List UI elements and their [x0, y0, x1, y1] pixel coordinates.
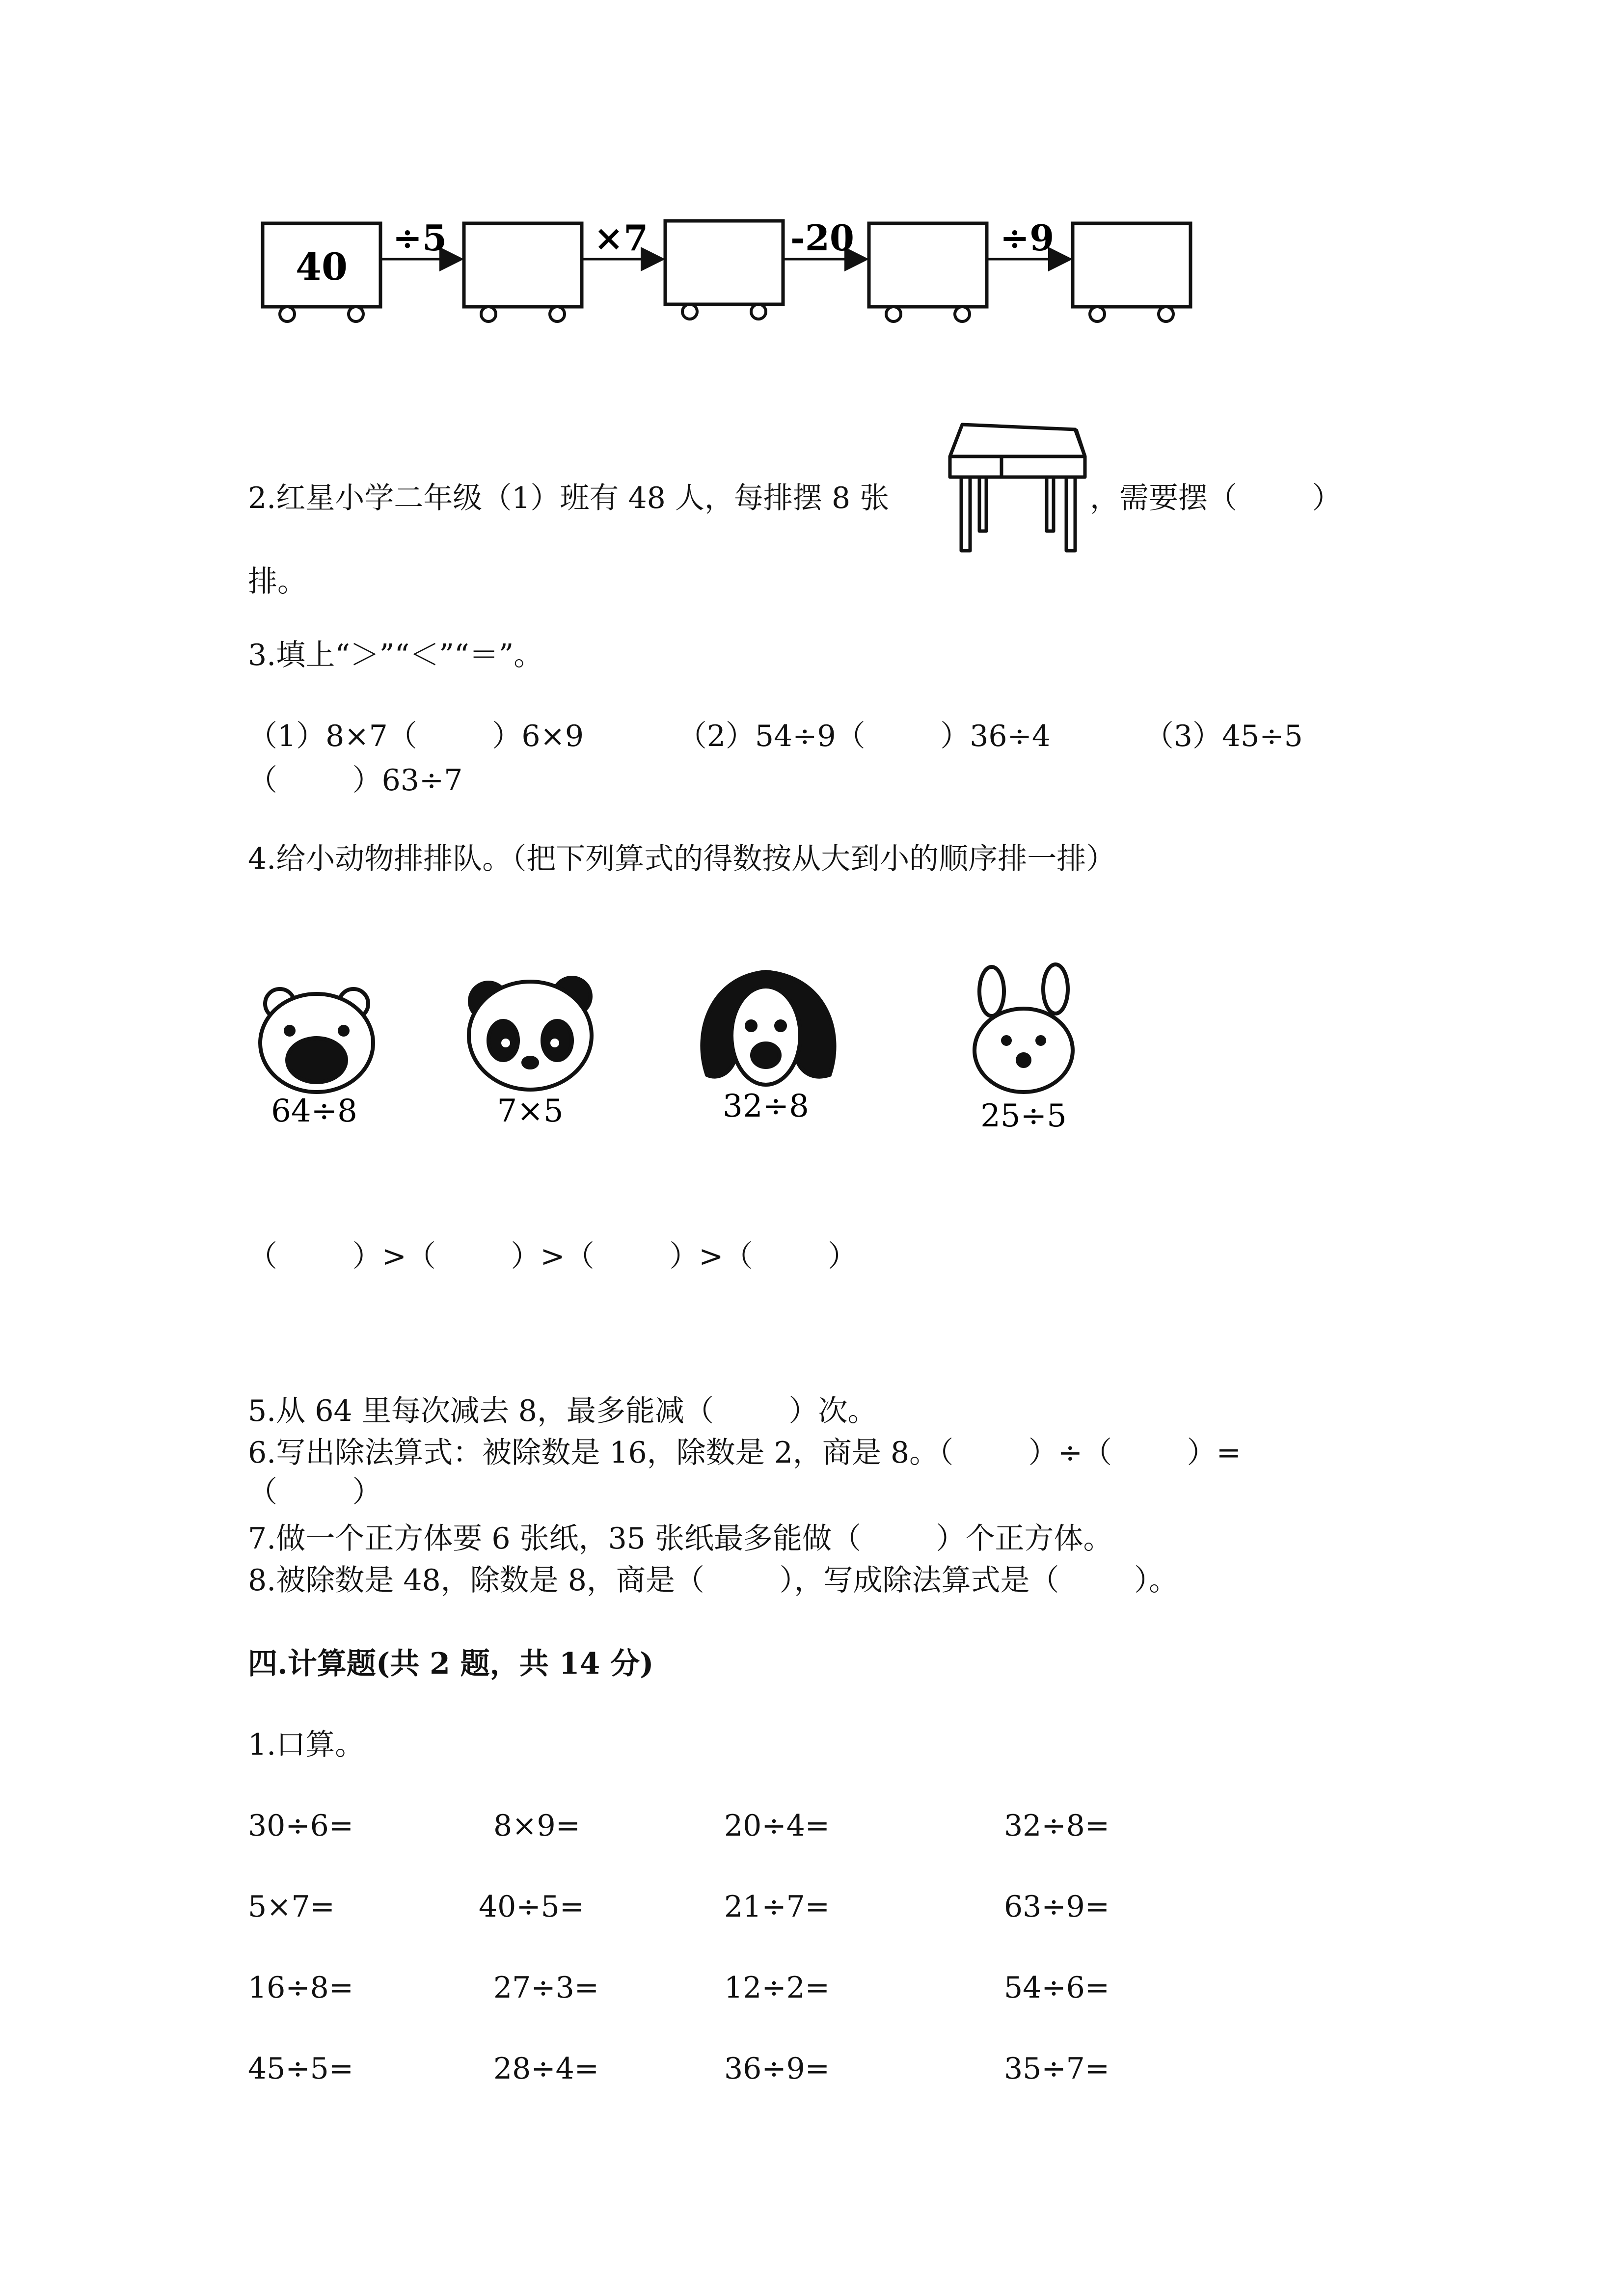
panda-icon: [469, 978, 592, 1090]
q6-line2: （ ）: [248, 1475, 382, 1509]
q5: 5.从 64 里每次减去 8，最多能减（ ）次。: [248, 1394, 877, 1428]
dog-icon: [702, 972, 834, 1085]
train-op-2: ×7: [594, 217, 649, 259]
calc-r1-c1: 30÷6=: [248, 1809, 354, 1843]
q4-title: 4.给小动物排排队。（把下列算式的得数按从大到小的顺序排一排）: [248, 842, 1116, 876]
train-start-value: 40: [296, 245, 348, 289]
section-4-heading: 四.计算题(共 2 题，共 14 分): [248, 1647, 654, 1681]
calc-r1-c2: 8×9=: [493, 1809, 580, 1843]
rabbit-icon: [974, 964, 1073, 1092]
panda-label: 7×5: [497, 1093, 564, 1129]
train-op-1: ÷5: [392, 217, 447, 259]
calc-r3-c4: 54÷6=: [1004, 1971, 1110, 2005]
q3-row2: （ ）63÷7: [248, 763, 463, 798]
calc-r4-c3: 36÷9=: [724, 2052, 830, 2086]
calc-r4-c2: 28÷4=: [493, 2052, 599, 2086]
calc-r1-c4: 32÷8=: [1004, 1809, 1110, 1843]
calc-r2-c2: 40÷5=: [479, 1890, 585, 1924]
dog-label: 32÷8: [723, 1088, 809, 1124]
calc-r4-c4: 35÷7=: [1004, 2052, 1110, 2086]
calc-r3-c3: 12÷2=: [724, 1971, 830, 2005]
q6-line1: 6.写出除法算式：被除数是 16，除数是 2，商是 8。（ ）÷（ ）=: [248, 1436, 1241, 1470]
calc-r3-c1: 16÷8=: [248, 1971, 354, 2005]
q2-line1-post: ，需要摆（ ）: [1090, 481, 1342, 515]
calc-r1-c3: 20÷4=: [724, 1809, 830, 1843]
calc-title: 1.口算。: [248, 1728, 365, 1762]
q2-line1-pre: 2.红星小学二年级（1）班有 48 人，每排摆 8 张: [248, 481, 890, 515]
q2-line2: 排。: [248, 564, 307, 599]
rabbit-label: 25÷5: [980, 1098, 1067, 1134]
bear-label: 64÷8: [271, 1093, 357, 1129]
calc-r2-c4: 63÷9=: [1004, 1890, 1110, 1924]
train-op-4: ÷9: [1000, 217, 1055, 259]
calc-r3-c2: 27÷3=: [493, 1971, 599, 2005]
q3-row1: （1）8×7（ ）6×9 （2）54÷9（ ）36÷4 （3）45÷5: [248, 719, 1303, 753]
calc-r2-c3: 21÷7=: [724, 1890, 830, 1924]
q7: 7.做一个正方体要 6 张纸，35 张纸最多能做（ ）个正方体。: [248, 1522, 1113, 1556]
train-op-3: -20: [790, 217, 855, 259]
bear-icon: [260, 989, 373, 1092]
calc-r2-c1: 5×7=: [248, 1890, 335, 1924]
q3-title: 3.填上“＞”“＜”“＝”。: [248, 638, 543, 672]
calc-r4-c1: 45÷5=: [248, 2052, 354, 2086]
q4-answer: （ ）>（ ）>（ ）>（ ）: [248, 1239, 858, 1274]
q8: 8.被除数是 48，除数是 8，商是（ ），写成除法算式是（ ）。: [248, 1563, 1179, 1598]
